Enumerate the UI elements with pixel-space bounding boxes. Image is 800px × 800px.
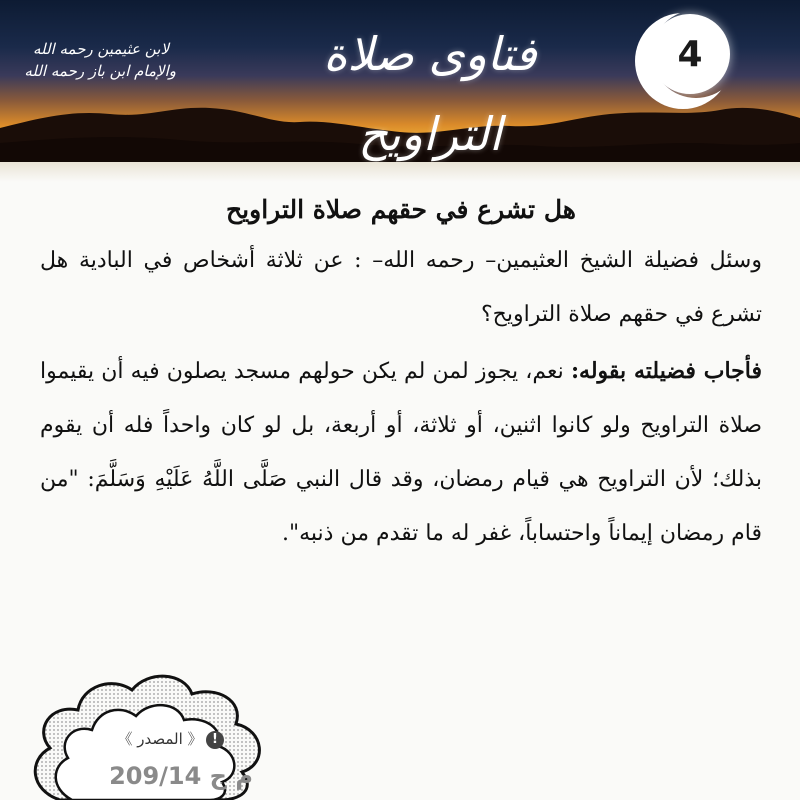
answer-lead: فأجاب فضيلته بقوله:: [570, 358, 762, 384]
source-label: 《 المصدر 》: [117, 730, 203, 748]
answer-text: نعم، يجوز لمن لم يكن حولهم مسجد يصلون فيه أن يقيموا صلاة التراويح ولو كانوا اثنين، أو ثلاثة، أو أربعة، بل لو كان واحداً فله أن يقوم بذلك؛ لأن التراويح هي قيام رمضان، وقد قال النبي صَلَّى اللَّهُ عَلَيْهِ وَسَلَّمَ: "من قام رمضان إيماناً واحتساباً، غفر له ما تقدم من ذنبه".: [40, 359, 762, 546]
info-icon: !: [206, 731, 224, 749]
banner-divider: [0, 162, 800, 182]
scholars-credit: [26, 38, 176, 82]
question-title: هل تشرع في حقهم صلاة التراويح: [226, 195, 576, 224]
scholar-line: والإمام ابن باز رحمه الله: [24, 62, 176, 80]
page-title: فتاوى صلاة التراويح: [323, 27, 537, 161]
scholar-line: لابن عثيمين رحمه الله: [32, 40, 170, 58]
answer-paragraph: [40, 344, 762, 561]
article-body: [40, 190, 762, 561]
question-text: وسئل فضيلة الشيخ العثيمين– رحمه الله– : عن ثلاثة أشخاص في البادية هل تشرع في حقهم صلاة التراويح؟: [40, 248, 762, 327]
header-banner: [0, 0, 800, 168]
source-reference: م ج 209/14: [109, 762, 253, 790]
episode-number-badge: 4: [650, 14, 730, 94]
